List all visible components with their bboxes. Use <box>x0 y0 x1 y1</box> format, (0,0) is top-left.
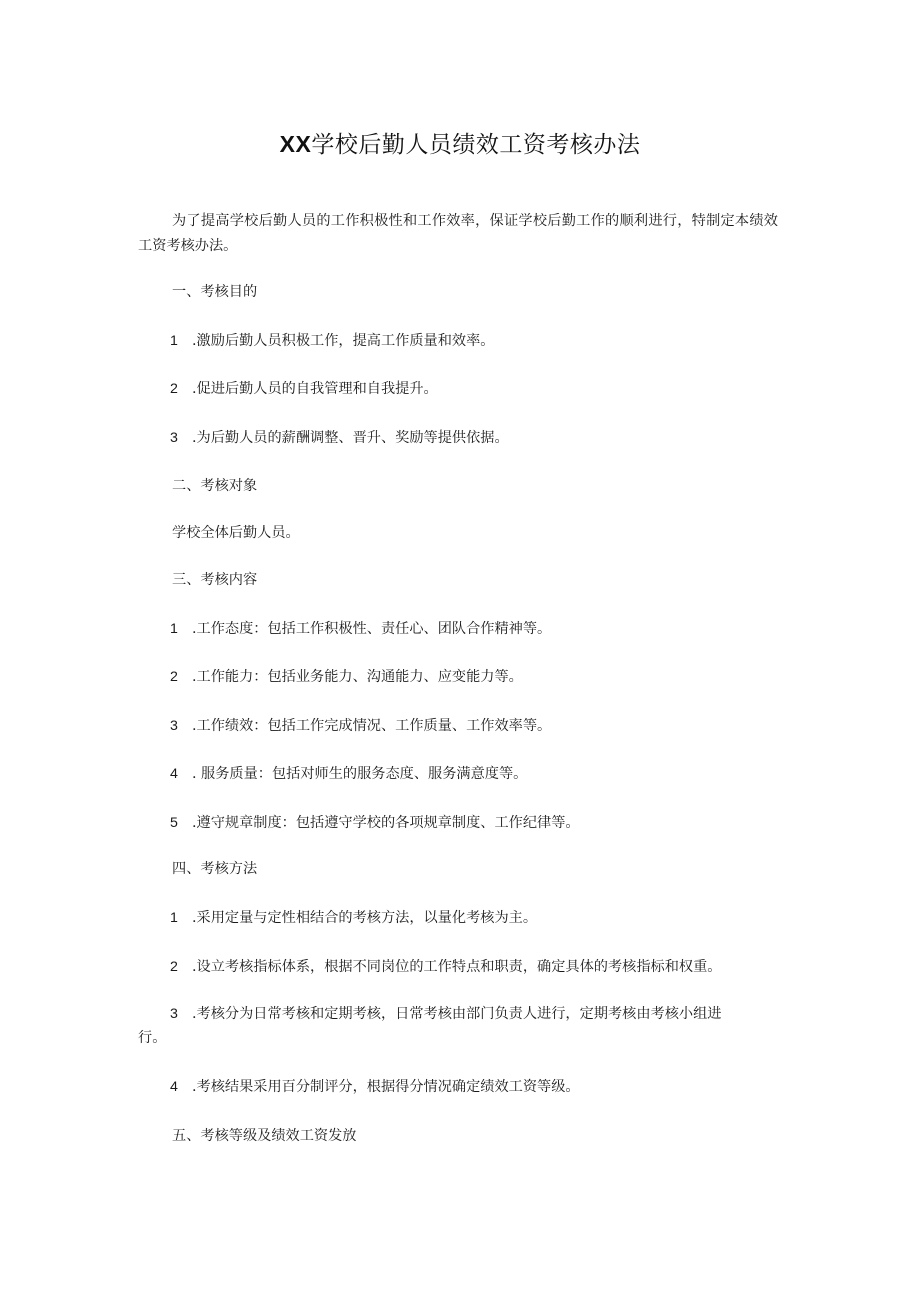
list-item-number: 3 <box>170 430 178 446</box>
list-item-text: .考核结果采用百分制评分，根据得分情况确定绩效工资等级。 <box>192 1079 580 1095</box>
list-item <box>170 714 551 738</box>
list-item-number: 4 <box>170 1079 178 1095</box>
title-prefix: XX <box>279 131 312 157</box>
list-item <box>170 1002 721 1026</box>
list-item-number: 4 <box>170 766 178 782</box>
list-item-text: .考核分为日常考核和定期考核，日常考核由部门负责人进行，定期考核由考核小组进 <box>192 1006 722 1022</box>
list-item-text: .工作能力：包括业务能力、沟通能力、应变能力等。 <box>192 669 523 685</box>
section-heading-content: 三、考核内容 <box>172 572 258 588</box>
list-item-number: 3 <box>170 718 178 734</box>
list-item-number: 1 <box>170 333 178 349</box>
list-item <box>170 617 551 641</box>
section-heading-target: 二、考核对象 <box>172 478 258 494</box>
list-item-text: .采用定量与定性相结合的考核方法，以量化考核为主。 <box>192 910 538 926</box>
intro-paragraph: 为了提高学校后勤人员的工作积极性和工作效率，保证学校后勤工作的顺利进行，特制定本绩效工资考核办法。 <box>138 213 778 254</box>
list-item-text: .工作态度：包括工作积极性、责任心、团队合作精神等。 <box>192 621 552 637</box>
list-item-text: . 服务质量：包括对师生的服务态度、服务满意度等。 <box>192 766 528 782</box>
list-item-text: .激励后勤人员积极工作，提高工作质量和效率。 <box>192 333 495 349</box>
section-body: 学校全体后勤人员。 <box>172 525 300 541</box>
list-item <box>170 1075 580 1099</box>
title-text: 学校后勤人员绩效工资考核办法 <box>311 132 641 158</box>
list-item-number: 2 <box>170 669 178 685</box>
list-item-number: 2 <box>170 959 178 975</box>
list-item-number: 3 <box>170 1006 178 1022</box>
list-item-text: .工作绩效：包括工作完成情况、工作质量、工作效率等。 <box>192 718 552 734</box>
section-heading-grades: 五、考核等级及绩效工资发放 <box>172 1128 357 1144</box>
list-item-number: 2 <box>170 381 178 397</box>
list-item-continuation: 行。 <box>138 1030 167 1046</box>
list-item <box>170 665 523 689</box>
list-item-text: .设立考核指标体系，根据不同岗位的工作特点和职责，确定具体的考核指标和权重。 <box>192 959 722 975</box>
list-item-text: .促进后勤人员的自我管理和自我提升。 <box>192 381 438 397</box>
list-item-number: 1 <box>170 621 178 637</box>
list-item <box>170 955 721 979</box>
list-item <box>170 377 438 401</box>
list-item <box>170 329 494 353</box>
section-heading-method: 四、考核方法 <box>172 861 258 877</box>
section-heading-purpose: 一、考核目的 <box>172 284 258 300</box>
list-item-text: .为后勤人员的薪酬调整、晋升、奖励等提供依据。 <box>192 430 509 446</box>
list-item <box>170 811 580 835</box>
list-item-number: 5 <box>170 815 178 831</box>
list-item <box>170 762 527 786</box>
list-item-number: 1 <box>170 910 178 926</box>
document-title <box>0 127 920 162</box>
list-item-text: .遵守规章制度：包括遵守学校的各项规章制度、工作纪律等。 <box>192 815 580 831</box>
list-item <box>170 426 509 450</box>
list-item <box>170 906 537 930</box>
